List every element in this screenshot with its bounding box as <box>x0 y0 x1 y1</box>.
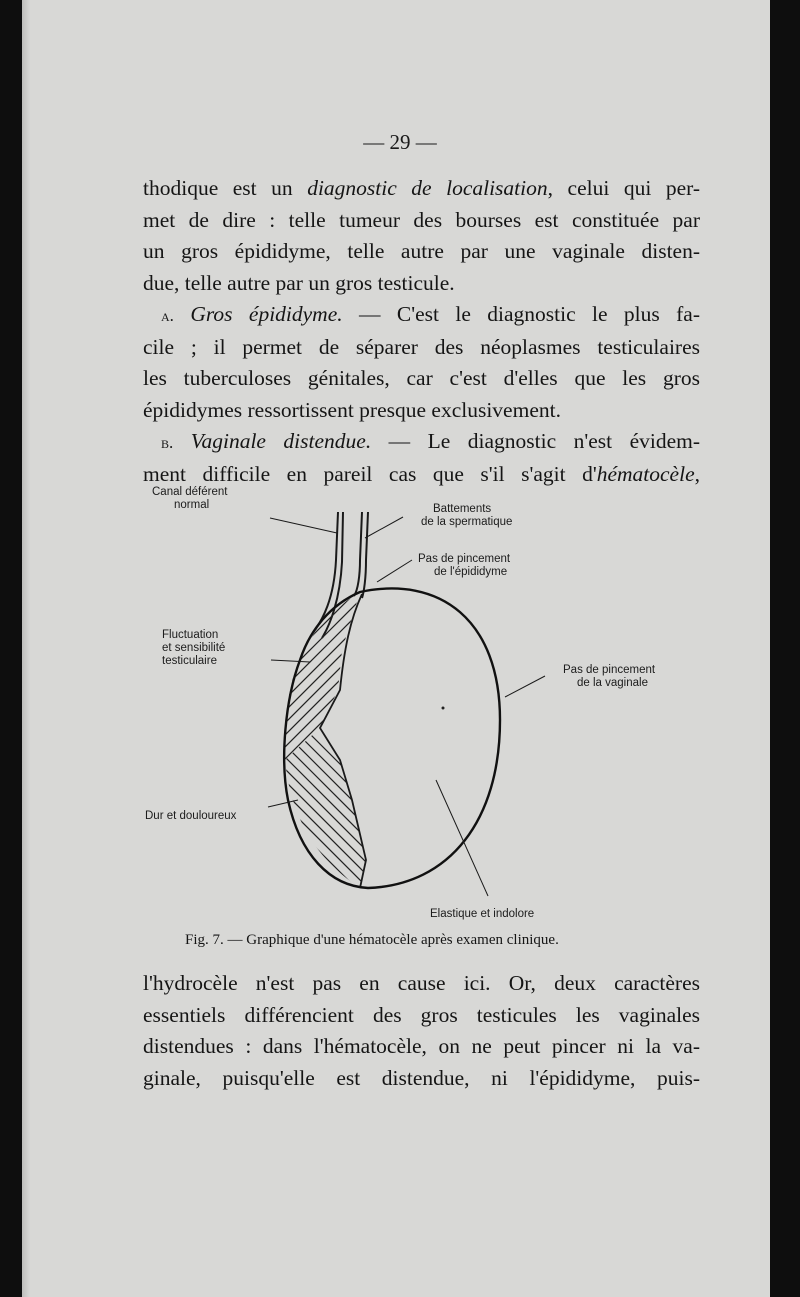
label-battements <box>421 503 512 529</box>
label-line: normal <box>174 499 210 511</box>
label-fluctuation <box>162 629 225 668</box>
vaginal-outline <box>284 588 500 888</box>
label-line: de l'épididyme <box>434 566 508 578</box>
section-title: Gros épididyme. <box>190 302 343 326</box>
emphasis-text: hématocèle <box>596 461 695 486</box>
text-line: un gros épididyme, telle autre par une vaginale disten- <box>143 239 700 263</box>
text-run: , <box>694 461 700 486</box>
text-line: épididymes ressortissent presque exclusivement. <box>143 397 561 422</box>
label-line: Pas de pincement <box>563 664 656 676</box>
label-vaginale <box>563 664 655 690</box>
text-line: ginale, puisqu'elle est distendue, ni l'épididyme, puis- <box>143 1065 700 1090</box>
text-line: distendues : dans l'hématocèle, on ne peut pincer ni la va- <box>143 1034 700 1058</box>
text-line: due, telle autre par un gros testicule. <box>143 270 455 295</box>
text-run: , celui qui per- <box>547 176 701 200</box>
text-run: — Le diagnostic n'est évidem- <box>371 429 701 453</box>
label-line: de la vaginale <box>577 677 648 689</box>
text-line: les tuberculoses génitales, car c'est d'elles que les gros <box>143 366 700 390</box>
label-line: Battements <box>433 503 492 515</box>
section-marker: a. <box>161 306 174 325</box>
text-run: — C'est le diagnostic le plus fa- <box>342 302 700 326</box>
label-dur-douloureux: Dur et douloureux <box>145 810 237 822</box>
label-line: testiculaire <box>162 655 217 667</box>
figure-caption: Fig. 7. — Graphique d'une hématocèle après examen clinique. <box>185 932 559 948</box>
text-line: met de dire : telle tumeur des bourses est constituée par <box>143 207 700 232</box>
text-run: thodique est un <box>143 176 308 200</box>
page-number: — 29 — <box>363 130 437 154</box>
label-line: Pas de pincement <box>418 553 511 565</box>
text-line: l'hydrocèle n'est pas en cause ici. Or, deux caractères <box>143 971 700 995</box>
label-line: de la spermatique <box>421 516 513 528</box>
text-line: essentiels différencient des gros testicules les vaginales <box>143 1002 700 1027</box>
ink-dot <box>442 707 445 710</box>
label-elastique-indolore: Elastique et indolore <box>430 908 535 920</box>
section-marker: b. <box>161 433 174 452</box>
text-run: ment difficile en pareil cas que s'il s'agit d' <box>143 461 597 486</box>
text-line: cile ; il permet de séparer des néoplasmes testiculaires <box>143 334 700 359</box>
label-canal-deferent <box>152 486 227 512</box>
emphasis-text: diagnostic de localisation <box>307 176 548 200</box>
label-epididyme <box>418 553 510 579</box>
label-line: Fluctuation <box>162 629 219 641</box>
label-line: Canal déférent <box>152 486 228 498</box>
label-line: et sensibilité <box>162 642 226 654</box>
paragraph-bottom <box>143 968 700 1094</box>
section-title: Vaginale distendue. <box>190 429 372 453</box>
